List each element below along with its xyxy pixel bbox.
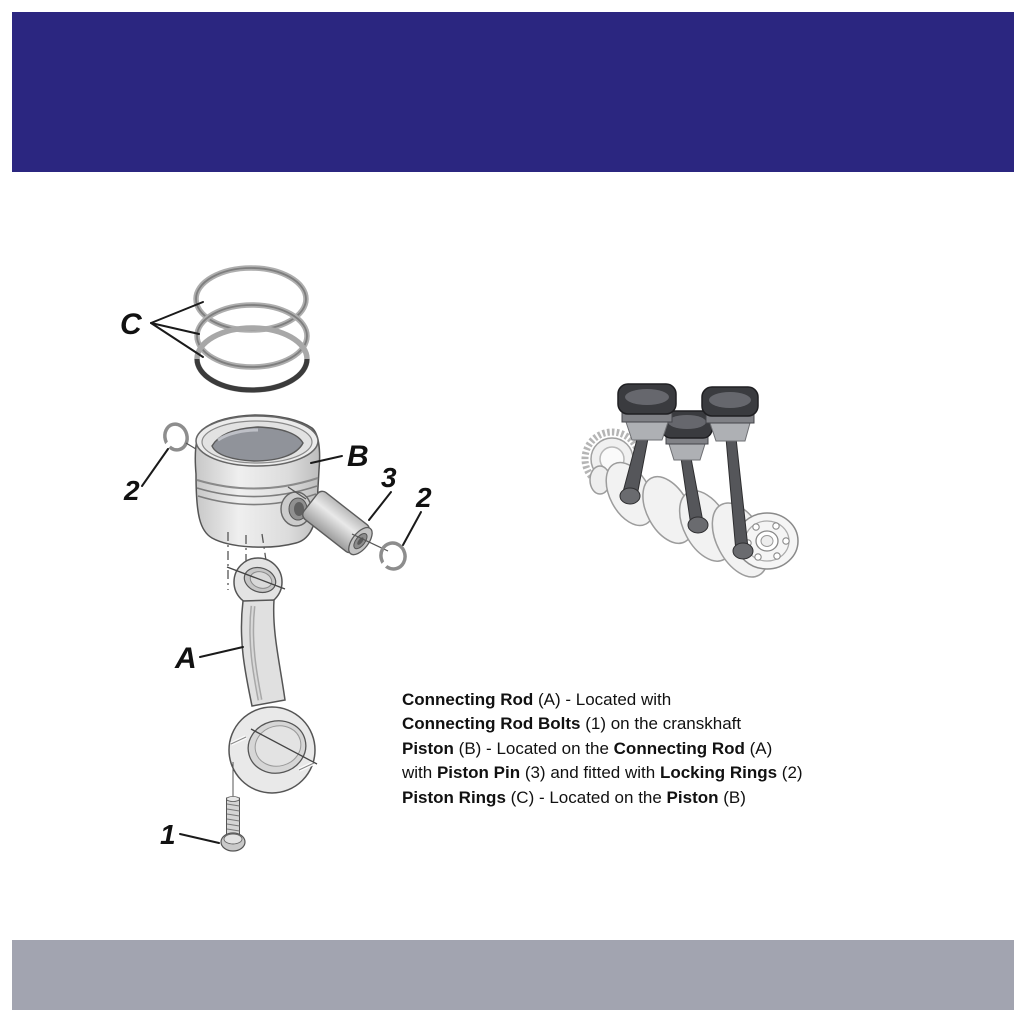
label-locking-ring-right: 2 bbox=[416, 482, 432, 513]
piston-pin-leader-line bbox=[369, 492, 391, 520]
label-connecting-rod: A bbox=[175, 642, 197, 675]
connecting-rod-illustration bbox=[227, 558, 317, 793]
piston-illustration bbox=[195, 415, 319, 547]
bolt-leader-line bbox=[180, 834, 219, 843]
explanation-line-1: Connecting Rod (A) - Located with bbox=[402, 690, 672, 709]
piston-rings-leader-lines bbox=[151, 302, 203, 357]
label-piston-rings: C bbox=[120, 308, 142, 341]
piston-rings-illustration bbox=[196, 268, 307, 390]
explanation-line-4: with Piston Pin (3) and fitted with Locking Rings (2) bbox=[402, 763, 803, 783]
label-piston: B bbox=[347, 440, 369, 473]
label-bolt: 1 bbox=[160, 819, 176, 850]
explanation-line-3: Piston (B) - Located on the Connecting Rod (A) bbox=[402, 738, 773, 758]
locking-ring-left-leader-line bbox=[142, 449, 168, 486]
label-locking-ring-left: 2 bbox=[124, 475, 140, 506]
explanation-line-5: Piston Rings (C) - Located on the Piston (B) bbox=[402, 787, 746, 807]
label-piston-pin: 3 bbox=[381, 462, 397, 493]
connecting-rod-leader-line bbox=[200, 647, 243, 657]
explanation-text bbox=[402, 688, 902, 810]
locking-ring-right-leader-line bbox=[403, 512, 421, 545]
crankshaft-assembly-illustration bbox=[585, 384, 798, 586]
explanation-line-2: Connecting Rod Bolts (1) on the cranskhaft bbox=[402, 714, 742, 734]
